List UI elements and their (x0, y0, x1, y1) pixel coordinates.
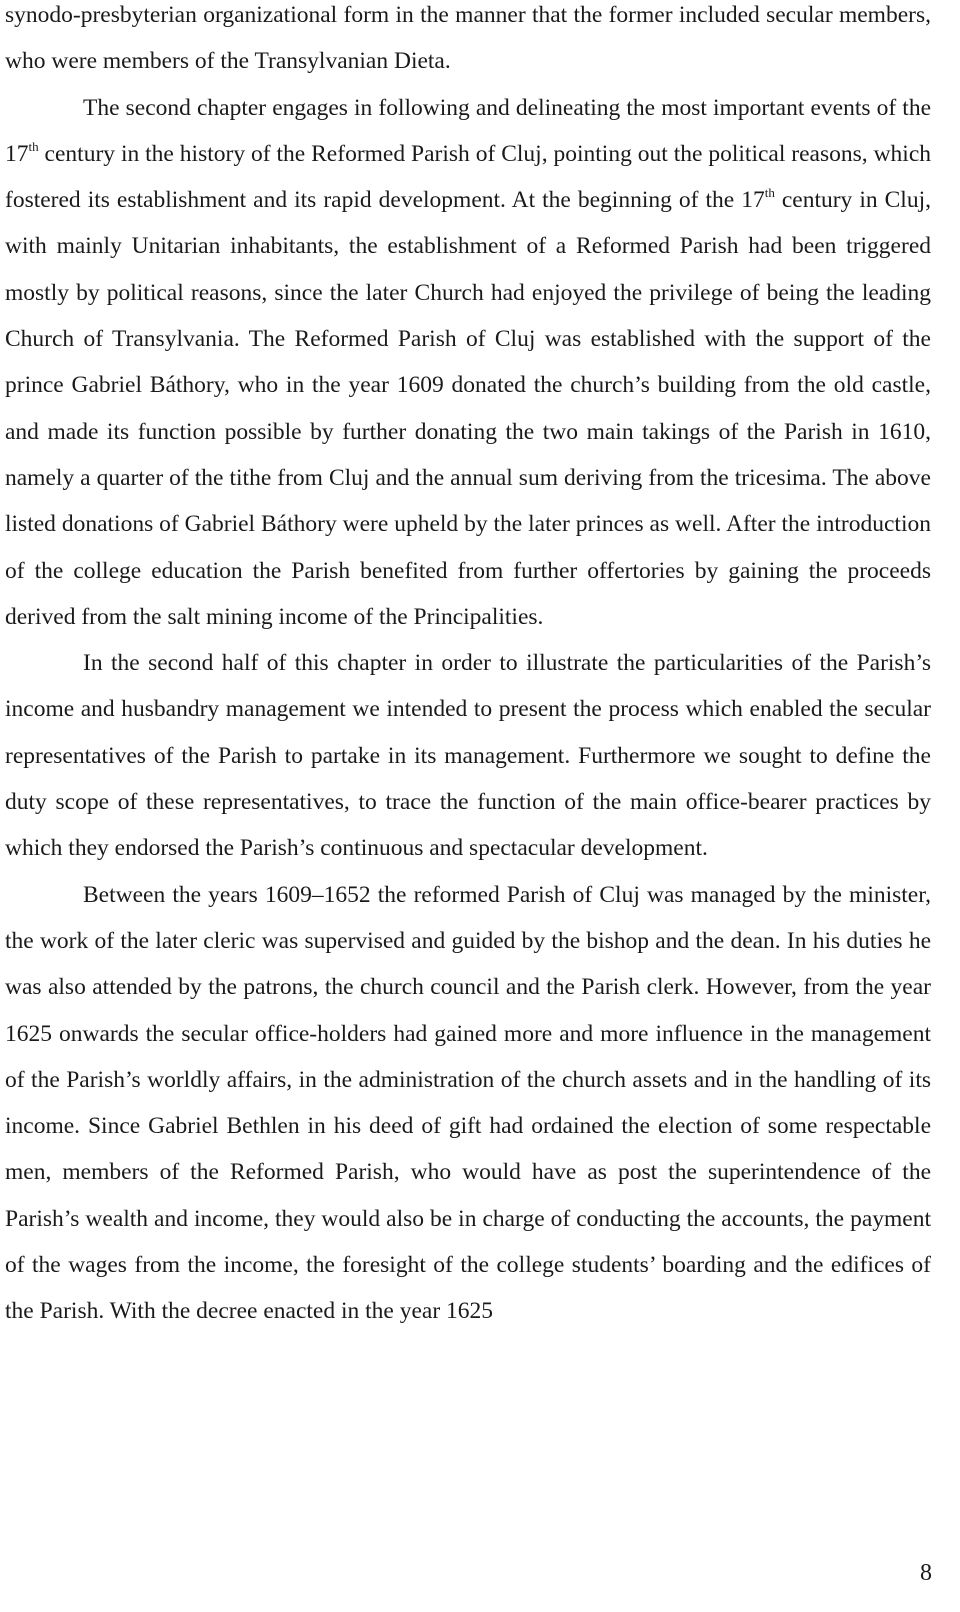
paragraph-continued: synodo-presbyterian organizational form in the manner that the former included secular members, who were members of the Transylvanian Dieta. (5, 2, 931, 75)
paragraph-text-a: The second chapter engages in following and delineating the most important events of the 17 (5, 94, 931, 167)
document-page (5, 0, 931, 1335)
superscript-th: th (28, 138, 39, 154)
superscript-th: th (764, 185, 775, 201)
paragraph-text-c: century in Cluj, with mainly Unitarian inhabitants, the establishment of a Reformed Parish had been triggered mostly by political reasons, since the later Church had enjoyed the privilege of being the leading Church of Transylvania. The Reformed Parish of Cluj was established with the support of the prince Gabriel Báthory, who in the year 1609 donated the church’s building from the old castle, and made its function possible by further donating the two main takings of the Parish in 1610, namely a quarter of the tithe from Cluj and the annual sum deriving from the tricesima. The above listed donations of Gabriel Báthory were upheld by the later princes as well. After the introduction of the college education the Parish benefited from further offertories by gaining the proceeds derived from the salt mining income of the Principalities. (5, 187, 931, 630)
paragraph-text-b: century in the history of the Reformed Parish of Cluj, pointing out the political reasons, which fostered its establishment and its rapid development. At the beginning of the 17 (5, 140, 931, 214)
paragraph-second-half: In the second half of this chapter in order to illustrate the particularities of the Parish’s income and husbandry management we intended to present the process which enabled the secular representatives of the Parish to partake in its management. Furthermore we sought to define the duty scope of these representatives, to trace the function of the main office-bearer practices by which they endorsed the Parish’s continuous and spectacular development. (5, 650, 931, 862)
page-number: 8 (920, 1560, 932, 1586)
paragraph-years: Between the years 1609–1652 the reformed Parish of Cluj was managed by the minister, the work of the later cleric was supervised and guided by the bishop and the dean. In his duties he was also attended by the patrons, the church council and the Parish clerk. However, from the year 1625 onwards the secular office-holders had gained more and more influence in the management of the Parish’s worldly affairs, in the administration of the church assets and in the handling of its income. Since Gabriel Bethlen in his deed of gift had ordained the election of some respectable men, members of the Reformed Parish, who would have as post the superintendence of the Parish’s wealth and income, they would also be in charge of conducting the accounts, the payment of the wages from the income, the foresight of the college students’ boarding and the edifices of the Parish. With the decree enacted in the year 1625 (5, 881, 931, 1325)
paragraph-second-chapter (5, 85, 931, 641)
